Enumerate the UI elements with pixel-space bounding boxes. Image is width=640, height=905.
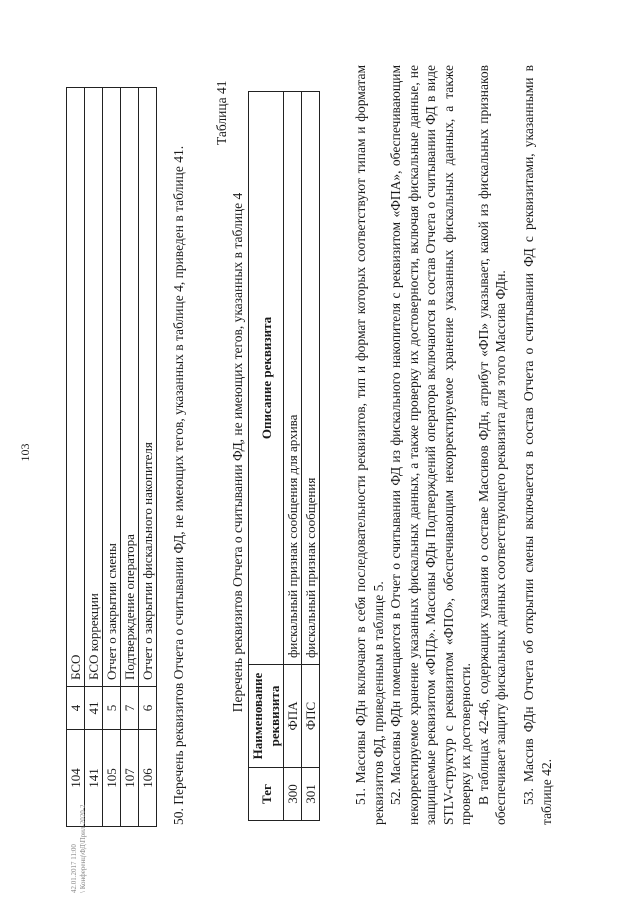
cell-code: 107 bbox=[121, 730, 139, 827]
paragraph-53-block bbox=[520, 65, 555, 825]
paragraph-tables: В таблицах 42-46, содержащих указания о составе Массивов ФДн, атрибут «ФП» указывает, какой из фискальных признаков обеспечивает защиту фискальных данных соответствующего реквизита для этого Массива ФДн. bbox=[475, 65, 508, 825]
header-name: Наименование реквизита bbox=[249, 665, 284, 768]
cell-num: 4 bbox=[67, 687, 85, 730]
header-tag: Тег bbox=[249, 768, 284, 821]
body-text bbox=[352, 65, 510, 825]
table-row bbox=[139, 88, 157, 827]
table-row bbox=[103, 88, 121, 827]
table-row bbox=[67, 88, 85, 827]
table-row bbox=[302, 92, 320, 821]
table-41 bbox=[248, 91, 320, 821]
cell-num: 5 bbox=[103, 687, 121, 730]
cell-name: Отчет о закрытии смены bbox=[103, 88, 121, 687]
stamp-line: \ Конференц\ФД\Прил-2020-2 bbox=[79, 804, 87, 893]
table-41-header-row bbox=[249, 92, 284, 821]
cell-num: 6 bbox=[139, 687, 157, 730]
cell-num: 7 bbox=[121, 687, 139, 730]
paragraph-52: 52. Массивы ФДн помещаются в Отчет о считывании ФД из фискального накопителя с реквизитом «ФПА», обеспечивающим некорректируемое хранение указанных фискальных данных, а также проверку их достоверности, включая фискальные данные, не защищаемые реквизитом «ФПД». Массивы ФДн Подтверждений оператора включаются в состав Отчета о считывании ФД в виде STLV-структур с реквизитом «ФПО», обеспечивающим некорректируемое хранение указанных фискальных данных, а также проверку их достоверности. bbox=[388, 65, 473, 825]
row-tag: 300 bbox=[284, 768, 302, 821]
cell-name: БСО коррекции bbox=[85, 88, 103, 687]
paragraph-53: 53. Массив ФДн Отчета об открытии смены включается в состав Отчета о считывании ФД с реквизитами, указанными в таблице 42. bbox=[521, 65, 554, 825]
cell-code: 105 bbox=[103, 730, 121, 827]
cell-code: 104 bbox=[67, 730, 85, 827]
page-number: 103 bbox=[18, 443, 32, 462]
table-row bbox=[121, 88, 139, 827]
cell-code: 106 bbox=[139, 730, 157, 827]
header-desc: Описание реквизита bbox=[249, 92, 284, 665]
document-types-table bbox=[66, 87, 157, 827]
cell-num: 41 bbox=[85, 687, 103, 730]
cell-name: Подтверждение оператора bbox=[121, 88, 139, 687]
row-tag: 301 bbox=[302, 768, 320, 821]
row-name: ФПА bbox=[284, 665, 302, 768]
row-desc: фискальный признак сообщения bbox=[302, 92, 320, 665]
table-row bbox=[85, 88, 103, 827]
stamp-line: 42.01.2017 11:00 bbox=[70, 844, 78, 893]
cell-name: Отчет о закрытии фискального накопителя bbox=[139, 88, 157, 687]
paragraph-51: 51. Массивы ФДн включают в себя последовательности реквизитов, тип и формат которых соответствуют типам и форматам реквизитов ФД, приведенным в таблице 5. bbox=[353, 65, 386, 825]
row-name: ФПС bbox=[302, 665, 320, 768]
table-41-caption: Перечень реквизитов Отчета о считывании ФД, не имеющих тегов, указанных в таблице 4 bbox=[230, 192, 245, 713]
table-41-label: Таблица 41 bbox=[214, 80, 229, 145]
cell-name: БСО bbox=[67, 88, 85, 687]
paragraph-50: 50. Перечень реквизитов Отчета о считывании ФД, не имеющих тегов, указанных в таблице 4, приведен в таблице 41. bbox=[171, 145, 186, 825]
cell-code: 141 bbox=[85, 730, 103, 827]
table-row bbox=[284, 92, 302, 821]
row-desc: фискальный признак сообщения для архива bbox=[284, 92, 302, 665]
file-stamp bbox=[70, 804, 88, 893]
